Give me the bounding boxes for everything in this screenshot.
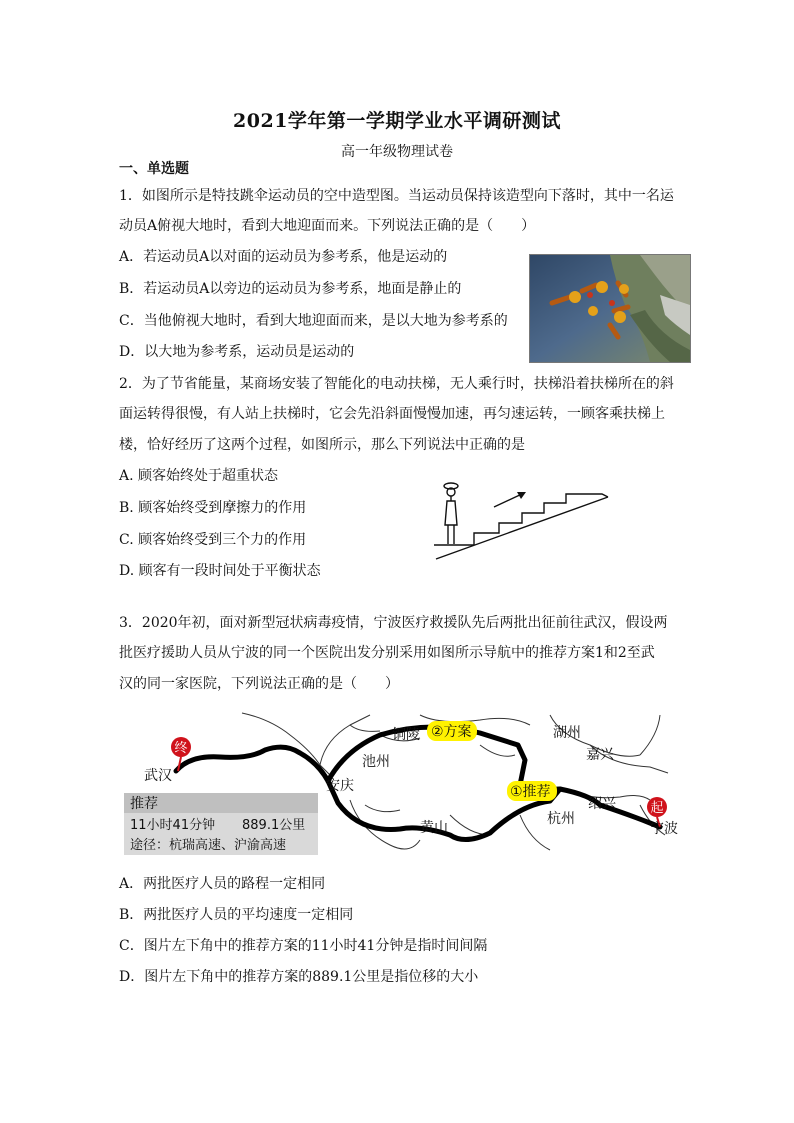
q3-line-1: 3．2020年初，面对新型冠状病毒疫情，宁波医疗救援队先后两批出征前往武汉，假设两 — [119, 615, 668, 631]
q2-option-a: A. 顾客始终处于超重状态 — [119, 468, 279, 484]
q1-line-2: 动员A俯视大地时，看到大地迎面而来。下列说法正确的是（ ） — [119, 218, 536, 234]
q2-line-3: 楼，恰好经历了这两个过程，如图所示，那么下列说法中正确的是 — [119, 437, 525, 453]
route-info-box — [124, 793, 318, 855]
q1-option-b: B．若运动员A以旁边的运动员为参考系，地面是静止的 — [119, 281, 462, 297]
skydiving-photo — [529, 254, 691, 363]
city-tongling: 铜陵 — [392, 727, 420, 743]
svg-text:终: 终 — [174, 741, 188, 756]
route-2-label — [427, 721, 477, 741]
skydivers-image — [530, 255, 690, 362]
q3-option-b: B．两批医疗人员的平均速度一定相同 — [119, 907, 354, 923]
q2-option-d: D. 顾客有一段时间处于平衡状态 — [119, 563, 321, 579]
svg-text:②方案: ②方案 — [431, 724, 472, 740]
city-hangzhou: 杭州 — [547, 811, 575, 827]
page-title: 2021学年第一学期学业水平调研测试 — [233, 110, 561, 132]
q1-option-c: C．当他俯视大地时，看到大地迎面而来，是以大地为参考系的 — [119, 313, 508, 329]
info-time: 11小时41分钟 — [130, 818, 216, 833]
q2-line-2: 面运转得很慢，有人站上扶梯时，它会先沿斜面慢慢加速，再匀速运转，一顾客乘扶梯上 — [119, 406, 665, 422]
city-ningbo: 宁波 — [650, 821, 678, 837]
city-wuhan: 武汉 — [144, 768, 172, 784]
route-1-label — [507, 781, 557, 801]
q1-option-d: D．以大地为参考系，运动员是运动的 — [119, 344, 355, 360]
info-distance: 889.1公里 — [242, 818, 306, 833]
city-huzhou: 湖州 — [553, 725, 581, 741]
info-route: 途径：杭瑞高速、沪渝高速 — [130, 838, 287, 853]
city-anqing: 安庆 — [326, 778, 354, 794]
city-jiaxing: 嘉兴 — [586, 747, 614, 763]
q2-option-c: C. 顾客始终受到三个力的作用 — [119, 532, 307, 548]
section-heading: 一、单选题 — [119, 161, 189, 177]
q2-line-1: 2．为了节省能量，某商场安装了智能化的电动扶梯，无人乘行时，扶梯沿着扶梯所在的斜 — [119, 376, 674, 392]
svg-text:①推荐: ①推荐 — [510, 784, 551, 800]
q1-line-1: 1．如图所示是特技跳伞运动员的空中造型图。当运动员保持该造型向下落时，其中一名运 — [119, 188, 674, 204]
q3-line-3: 汉的同一家医院，下列说法正确的是（ ） — [119, 676, 399, 692]
q2-option-b: B. 顾客始终受到摩擦力的作用 — [119, 500, 307, 516]
city-huangshan: 黄山 — [420, 820, 448, 836]
q3-option-a: A．两批医疗人员的路程一定相同 — [119, 876, 326, 892]
info-heading: 推荐 — [130, 796, 158, 812]
q1-option-a: A．若运动员A以对面的运动员为参考系，他是运动的 — [119, 249, 448, 265]
q3-line-2: 批医疗援助人员从宁波的同一个医院出发分别采用如图所示导航中的推荐方案1和2至武 — [119, 645, 655, 661]
q3-option-c: C．图片左下角中的推荐方案的11小时41分钟是指时间间隔 — [119, 938, 488, 954]
route-shared-path — [176, 747, 328, 781]
city-shaoxing: 绍兴 — [588, 796, 616, 812]
escalator-diagram — [434, 481, 610, 563]
navigation-map — [120, 705, 700, 865]
q3-option-d: D．图片左下角中的推荐方案的889.1公里是指位移的大小 — [119, 969, 479, 985]
city-chizhou: 池州 — [362, 754, 390, 770]
page-subtitle: 高一年级物理试卷 — [341, 144, 453, 160]
svg-text:起: 起 — [650, 801, 664, 816]
